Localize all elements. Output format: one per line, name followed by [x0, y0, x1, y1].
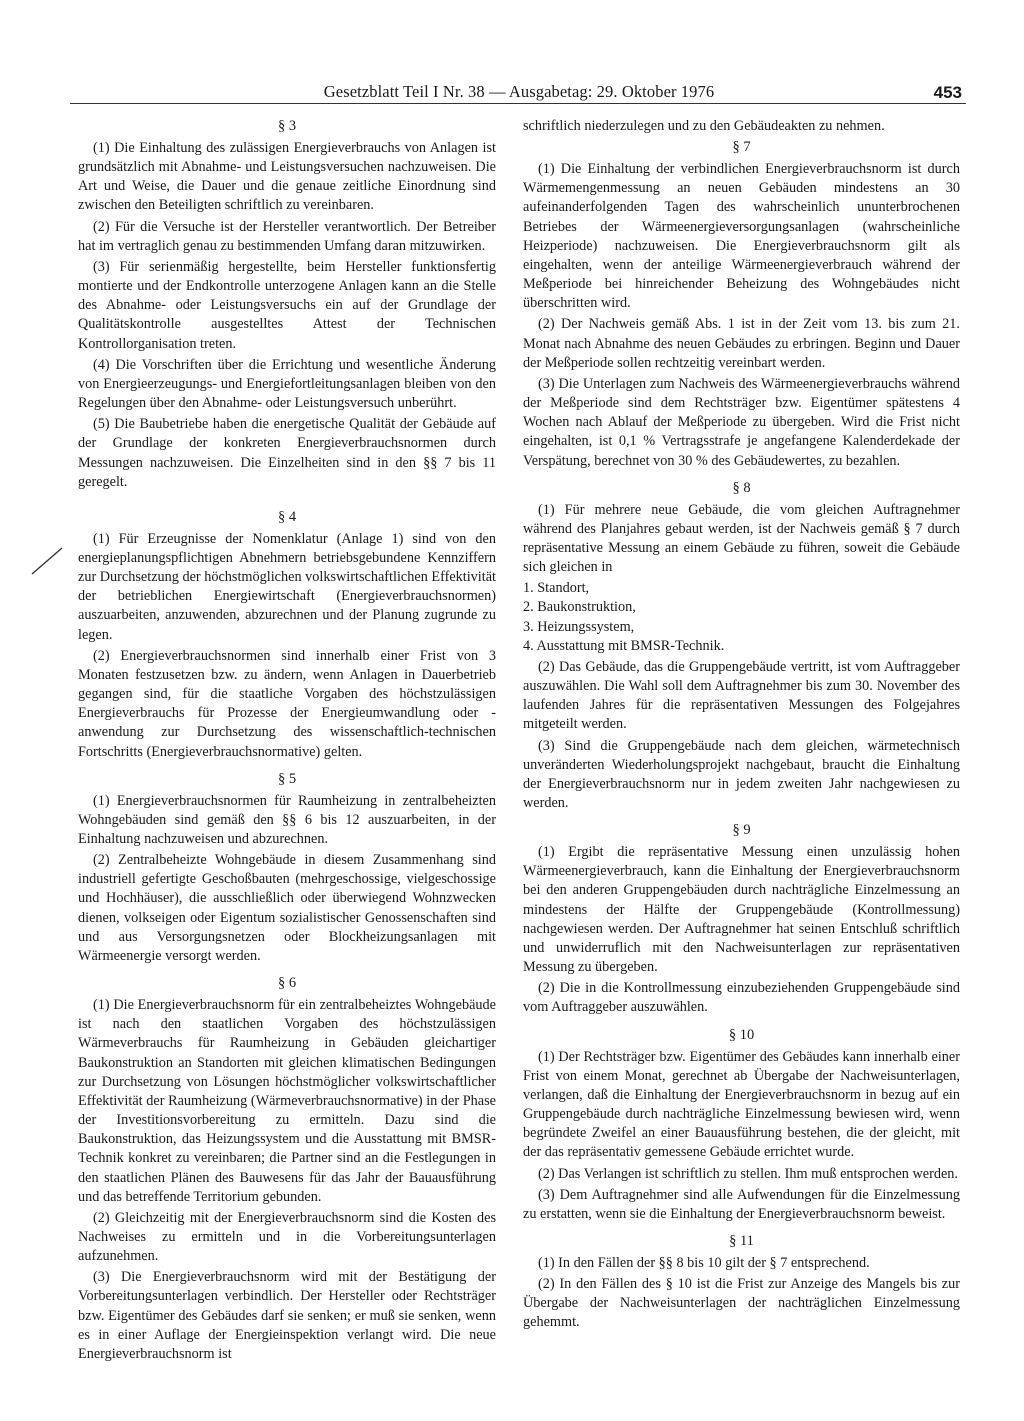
section-6-continuation: schriftlich niederzulegen und zu den Gebäudeakten zu nehmen.: [523, 118, 885, 134]
section-8-para-1: (1) Für mehrere neue Gebäude, die vom gleichen Auftragnehmer während des Planjahres gebaut werden, ist der Nachweis gemäß § 7 durch repräsentative Messung an einem Gebäude zu führen, soweit die Gebäude sich gleichen in: [523, 501, 960, 576]
section-4-para-1: (1) Für Erzeugnisse der Nomenklatur (Anlage 1) sind von den energieplanungspflichtigen Abnehmern betriebsgebundene Kennziffern zur Durchsetzung der höchstmöglichen volkswirtschaftlichen Effektivität der betrieblichen Energiewirtschaft (Energieverbrauchsnormen) auszuarbeiten, anzuwenden, abzurechnen und der Planung zugrunde zu legen.: [78, 530, 497, 643]
section-10-title: § 10: [728, 1026, 755, 1043]
gazette-title: Gesetzblatt Teil I Nr. 38 — Ausgabetag: 29. Oktober 1976: [323, 82, 715, 101]
section-3-title: § 3: [277, 118, 297, 134]
page-number: 453: [933, 83, 962, 102]
section-7-para-1: (1) Die Einhaltung der verbindlichen Energieverbrauchsnorm ist durch Wärmemengenmessung an neuen Gebäuden mindestens an 30 aufeinanderfolgenden Tagen des wahrscheinlich ununterbrochenen Betriebes der Wärmeenergieversorgungsanlagen (wahrscheinliche Heizperiode) nachzuweisen. Die Energieverbrauchsnorm gilt als eingehalten, wenn der anteilige Wärmeenergieverbrauch während der Meßperiode bei hinreichender Beheizung des Wohngebäudes nicht überschritten wird.: [523, 161, 960, 312]
section-11-para-1: (1) In den Fällen der §§ 8 bis 10 gilt der § 7 entsprechend.: [538, 1254, 870, 1271]
section-5-para-1: (1) Energieverbrauchsnormen für Raumheizung in zentralbeheizten Wohngebäuden sind gemäß den §§ 6 bis 12 auszuarbeiten, in der Einhaltung nachzuweisen und abzurechnen.: [78, 792, 496, 847]
header-rule: [70, 103, 966, 104]
section-8-title: § 8: [732, 479, 751, 496]
section-8-para-2: (2) Das Gebäude, das die Gruppengebäude vertritt, ist vom Auftraggeber auszuwählen. Die Wahl soll dem Auftragnehmer bis zum 30. November des laufenden Jahres für die repräsentativen Messungen des Folgejahres mitgeteilt werden.: [523, 658, 960, 733]
section-3-para-1: (1) Die Einhaltung des zulässigen Energieverbrauchs von Anlagen ist grundsätzlich mit Abnahme- und Leistungsversuchen nachzuweisen. Die Art und Weise, die Dauer und die genaue zeitliche Einordnung sind zwischen den Beteiligten schriftlich zu vereinbaren.: [78, 140, 496, 214]
section-4-title: § 4: [277, 508, 297, 525]
section-3-para-5: (5) Die Baubetriebe haben die energetische Qualität der Gebäude auf der Grundlage der konkreten Energieverbrauchsnormen durch Messungen nachzuweisen. Die Einzelheiten sind in den §§ 7 bis 11 geregelt.: [78, 416, 496, 490]
section-6-title: § 6: [277, 975, 297, 992]
section-5-title: § 5: [277, 770, 297, 787]
left-column: [78, 117, 496, 1366]
section-10-para-3: (3) Dem Auftragnehmer sind alle Aufwendungen für die Einzelmessung zu erstatten, wenn sie die Einhaltung der Energieverbrauchsnorm beweist.: [523, 1186, 960, 1222]
list-item: 4. Ausstattung mit BMSR-Technik.: [523, 637, 725, 654]
section-8-para-3: (3) Sind die Gruppengebäude nach dem gleichen, wärmetechnisch unveränderten Wiederholungsprojekt nachgebaut, braucht die Einhaltung der Energieverbrauchsnorm nur in jedem zweiten Jahr nachgewiesen zu werden.: [523, 737, 960, 811]
section-3-para-4: (4) Die Vorschriften über die Errichtung und wesentliche Änderung von Energieerzeugungs- und Energiefortleitungsanlagen bleiben von den Regelungen über den Abnahme- oder Leistungsversuch unberührt.: [78, 356, 496, 412]
list-item: 3. Heizungssystem,: [523, 618, 635, 635]
section-3-para-3: (3) Für serienmäßig hergestellte, beim Hersteller funktionsfertig montierte und der Endkontrolle unterzogene Anlagen kann an die Stelle des Abnahme- oder Leistungsversuchs ein auf der Grundlage der Qualitätskontrolle ausgestelltes Attest der Technischen Kontrollorganisation treten.: [78, 258, 496, 352]
section-3-para-2: (2) Für die Versuche ist der Hersteller verantwortlich. Der Betreiber hat im vertraglich genau zu bestimmenden Umfang daran mitzuwirken.: [78, 218, 496, 254]
section-6-para-2: (2) Gleichzeitig mit der Energieverbrauchsnorm sind die Kosten des Nachweises zu ermitteln und in die Vorbereitungsunterlagen aufzunehmen.: [78, 1209, 496, 1265]
section-5-para-2: (2) Zentralbeheizte Wohngebäude in diesem Zusammenhang sind industriell gefertigte Geschoßbauten (mehrgeschossige, vielgeschossige und Hochhäuser), die ausschließlich oder überwiegend Wohnzwecken dienen, volkseigen oder Eigentum sozialistischer Genossenschaften sind und aus Versorgungsnetzen oder Blockheizungsanlagen mit Wärmeenergie versorgt werden.: [78, 852, 496, 964]
section-9-para-1: (1) Ergibt die repräsentative Messung einen unzulässig hohen Wärmeenergieverbrauch, kann die Einhaltung der Energieverbrauchsnorm bei den anderen Gruppengebäuden durch nachträgliche Einzelmessung an mindestens der Hälfte der Gruppengebäude (Kontrollmessung) nachgewiesen werden. Der Auftragnehmer hat seinen Entschluß schriftlich und unwiderruflich mit den Nachweisunterlagen zur repräsentativen Messung zu übergeben.: [523, 844, 960, 976]
list-item: 1. Standort,: [523, 580, 590, 597]
section-10-para-2: (2) Das Verlangen ist schriftlich zu stellen. Ihm muß entsprochen werden.: [538, 1165, 958, 1182]
section-4-para-2: (2) Energieverbrauchsnormen sind innerhalb einer Frist von 3 Monaten festzusetzen bzw. zu ändern, wenn Anlagen in Dauerbetrieb gegangen sind, für die staatliche Vorgaben des höchstzulässigen Energieverbrauchs für Prozesse der Energieumwandlung oder -anwendung zur Durchsetzung des wissenschaftlich-technischen Fortschritts (Energieverbrauchsnormative) gelten.: [78, 647, 496, 760]
section-7-para-2: (2) Der Nachweis gemäß Abs. 1 ist in der Zeit vom 13. bis zum 21. Monat nach Abnahme des neuen Gebäudes zu erbringen. Beginn und Dauer der Meßperiode sollen rechtzeitig vereinbart werden.: [523, 316, 960, 371]
section-11-title: § 11: [729, 1232, 754, 1249]
section-9-para-2: (2) Die in die Kontrollmessung einzubeziehenden Gruppengebäude sind vom Auftraggeber auszuwählen.: [523, 980, 960, 1016]
right-column: [523, 117, 960, 1335]
section-11-para-2: (2) In den Fällen des § 10 ist die Frist zur Anzeige des Mangels bis zur Übergabe der Nachweisunterlagen der nachträglichen Einzelmessung gehemmt.: [523, 1276, 960, 1331]
section-8-criteria-list: [523, 579, 960, 656]
section-7-title: § 7: [732, 139, 751, 156]
section-6-para-1: (1) Die Energieverbrauchsnorm für ein zentralbeheiztes Wohngebäude ist nach den staatlichen Vorgaben des höchstzulässigen Wärmeverbrauchs für Raumheizung in Gebäuden gleichartiger Baukonstruktion an Standorten mit gleichen klimatischen Bedingungen zur Durchsetzung von Lösungen höchstmöglicher volkswirtschaftlicher Effektivität der Raumheizung (Wärmeverbrauchsnormative) in der Phase der Investitionsvorbereitung zu ermitteln. Dazu sind die Baukonstruktion, das Heizungssystem und die Ausstattung mit BMSR-Technik konkret zu vereinbaren; die Partner sind an die Festlegungen in den staatlichen Plänen des Bauwesens für das Jahr der Bauausführung und das betreffende Territorium gebunden.: [78, 997, 496, 1205]
section-6-para-3: (3) Die Energieverbrauchsnorm wird mit der Bestätigung der Vorbereitungsunterlagen verbindlich. Der Hersteller oder Rechtsträger bzw. Eigentümer des Gebäudes darf sie senken; er muß sie senken, wenn es in einer Auflage der Energieinspektion verlangt wird. Die neue Energieverbrauchsnorm ist: [78, 1269, 496, 1362]
list-item: 2. Baukonstruktion,: [523, 599, 636, 616]
section-10-para-1: (1) Der Rechtsträger bzw. Eigentümer des Gebäudes kann innerhalb einer Frist von einem Monat, gerechnet ab Übergabe der Nachweisunterlagen, verlangen, daß die Einhaltung der Energieverbrauchsnorm in bezug auf ein Gruppengebäude durch nachträgliche Einzelmessung bewiesen wird, wenn begründete Zweifel an einer Bauausführung bestehen, die der gleicht, mit der das repräsentativ gemessene Gebäude errichtet wurde.: [523, 1048, 960, 1161]
section-7-para-3: (3) Die Unterlagen zum Nachweis des Wärmeenergieverbrauchs während der Meßperiode sind dem Rechtsträger bzw. Eigentümer spätestens 4 Wochen nach Ablauf der Meßperiode zu übergeben. Wird die Frist nicht eingehalten, ist 0,1 % Vertragsstrafe je angefangene Kalenderdekade der Verspätung, berechnet von 30 % des Gebäudewertes, zu bezahlen.: [523, 375, 960, 469]
margin-pen-mark: [30, 546, 64, 576]
section-9-title: § 9: [732, 822, 751, 839]
